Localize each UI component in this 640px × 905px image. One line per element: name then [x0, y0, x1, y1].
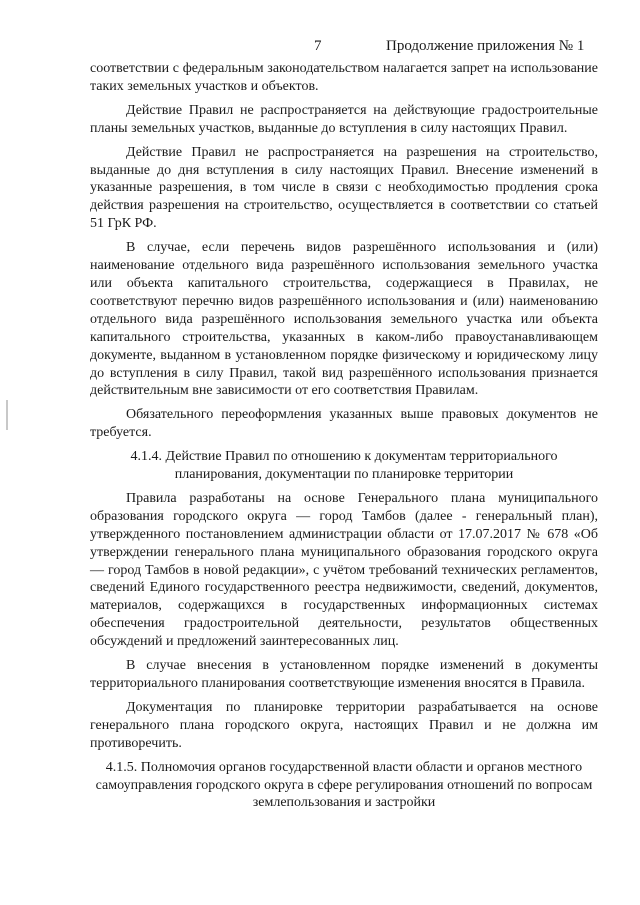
continuation-header: Продолжение приложения № 1: [386, 38, 585, 54]
document-body: [90, 60, 598, 816]
section-heading-4-1-4: 4.1.4. Действие Правил по отношению к документам территориального планирования, документации по планировке территории: [130, 449, 558, 483]
paragraph: Правила разработаны на основе Генерального плана муниципального образования городского округа — город Тамбов (далее - генеральный план), утвержденного постановлением администрации области от 17.07.2017 № 678 «Об утверждении генерального плана муниципального образования городского округа — город Тамбов в новой редакции», с учётом требований технических регламентов, сведений Единого государственного реестра недвижимости, сведений, документов, материалов, содержащихся в государственных информационных системах обеспечения градостроительной деятельности, результатов общественных обсуждений и предложений заинтересованных лиц.: [90, 490, 598, 650]
paragraph: В случае внесения в установленном порядке изменений в документы территориального планирования соответствующие изменения вносятся в Правила.: [90, 658, 598, 691]
page-number: 7: [314, 38, 322, 54]
paragraph: Действие Правил не распространяется на разрешения на строительство, выданные до дня вступления в силу настоящих Правил. Внесение изменений в указанные разрешения, в том числе в связи с необходимостью продления срока действия разрешения на строительство, осуществляется в соответствии со статьей 51 ГрК РФ.: [90, 144, 598, 232]
paragraph: В случае, если перечень видов разрешённого использования и (или) наименование отдельного вида разрешённого использования земельного участка или объекта капитального строительства, содержащиеся в Правилах, не соответствуют перечню видов разрешённого использования и (или) наименованию отдельного вида разрешённого использования земельного участка или объекта капитального строительства, указанных в каком-либо правоустанавливающем документе, выданном в установленном порядке физическому и юридическому лицу до вступления в силу Правил, такой вид разрешённого использования признается действительным вне зависимости от его соответствия Правилам.: [90, 240, 598, 399]
scan-margin-mark: [6, 400, 8, 430]
paragraph: Действие Правил не распространяется на действующие градостроительные планы земельных участков, выданные до вступления в силу настоящих Правил.: [90, 102, 598, 136]
paragraph: Документация по планировке территории разрабатывается на основе генерального плана городского округа, настоящих Правил и не должна им противоречить.: [90, 699, 598, 751]
paragraph: Обязательного переоформления указанных выше правовых документов не требуется.: [90, 407, 598, 441]
section-heading-4-1-5: 4.1.5. Полномочия органов государственной власти области и органов местного самоуправления городского округа в сфере регулирования отношений по вопросам землепользования и застройки: [95, 759, 593, 811]
paragraph: соответствии с федеральным законодательством налагается запрет на использование таких земельных участков и объектов.: [90, 61, 598, 94]
